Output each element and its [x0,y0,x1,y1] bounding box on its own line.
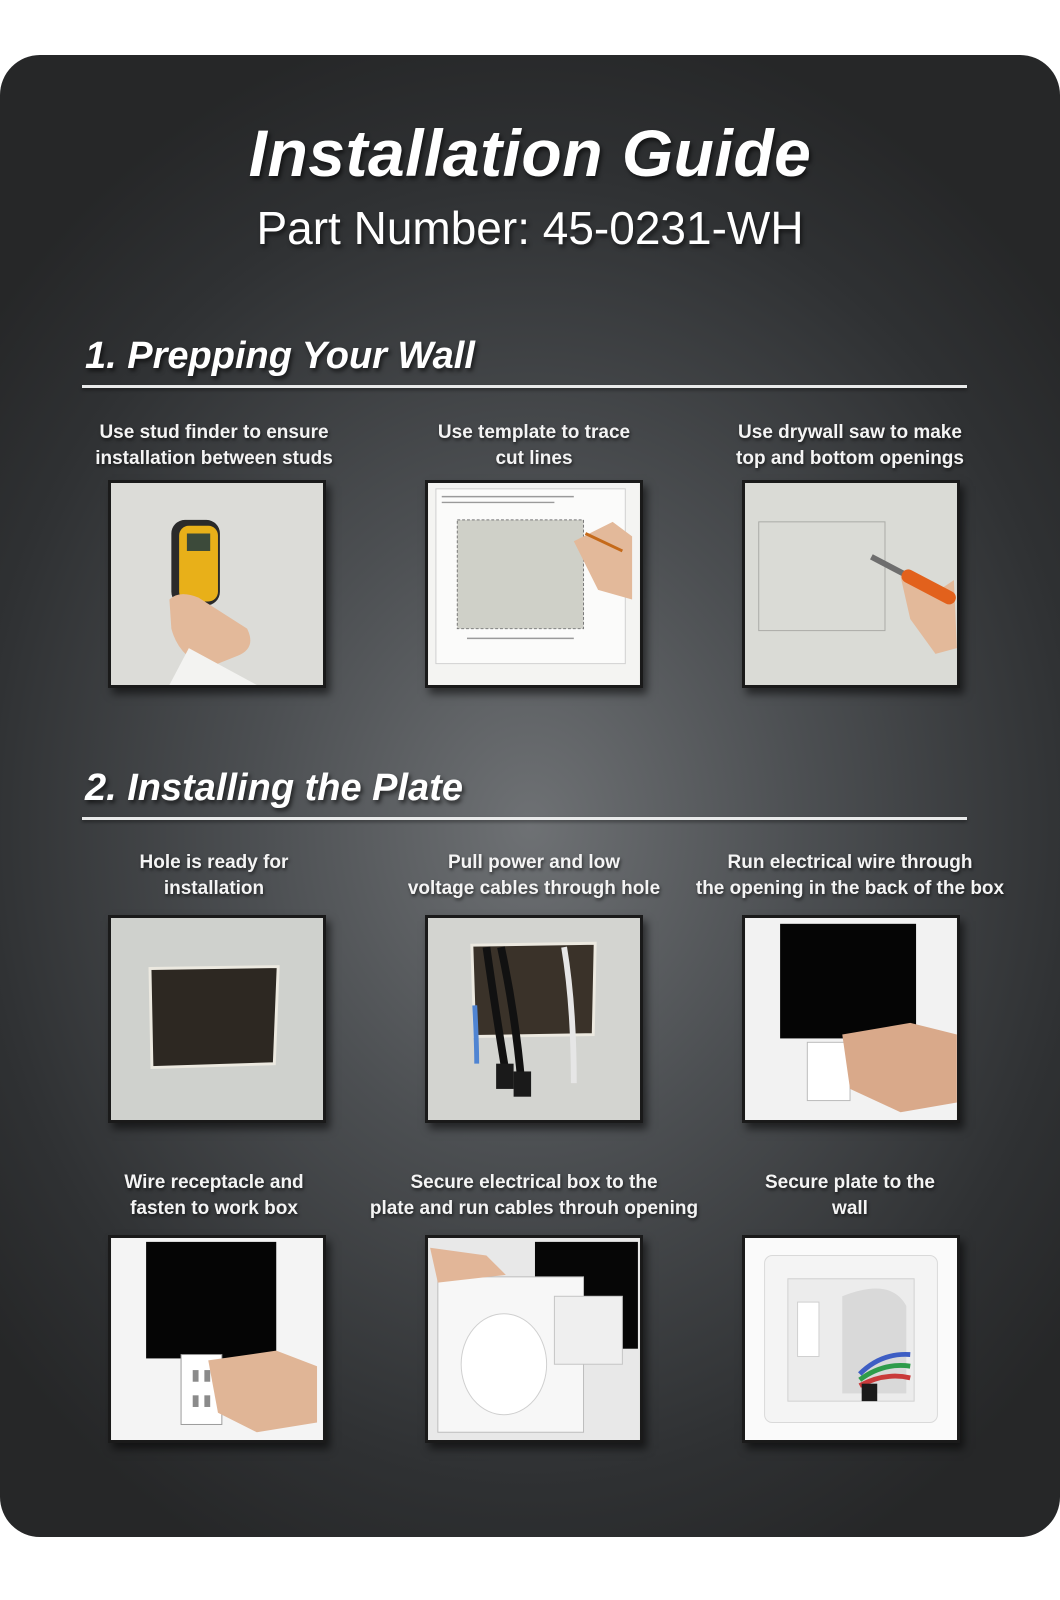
step-caption [672,850,1028,902]
caption-line: Use template to trace [437,422,631,443]
receptacle-photo [108,1235,326,1443]
caption-line: top and bottom openings [736,448,964,469]
step-caption [354,1170,714,1222]
step-caption [374,850,694,902]
step-caption [690,1170,1010,1222]
electrical-box-photo [742,915,960,1123]
step-caption [690,420,1010,472]
step-caption [54,850,374,902]
caption-line: Wire receptacle and [124,1172,304,1193]
guide-title: Installation Guide [248,116,812,190]
caption-line: Pull power and low [447,852,621,873]
caption-line: the opening in the back of the box [695,878,1005,899]
caption-line: wall [832,1198,868,1219]
installation-guide-card [0,55,1060,1537]
caption-line: voltage cables through hole [407,878,661,899]
step-caption [374,420,694,472]
caption-line: fasten to work box [130,1198,298,1219]
section-divider [82,817,967,820]
section-heading-installing: 2. Installing the Plate [85,767,463,809]
stud-finder-photo [108,480,326,688]
step-caption [54,1170,374,1222]
caption-line: Run electrical wire through [727,852,973,873]
wall-hole-photo [108,915,326,1123]
finished-plate-photo [742,1235,960,1443]
caption-line: Secure electrical box to the [410,1172,658,1193]
caption-line: installation between studs [95,448,333,469]
part-number: Part Number: 45-0231-WH [256,202,804,254]
caption-line: Hole is ready for [139,852,289,873]
caption-line: cut lines [495,448,573,469]
template-tracing-photo [425,480,643,688]
section-divider [82,385,967,388]
step-caption [54,420,374,472]
section-heading-prepping: 1. Prepping Your Wall [85,335,475,377]
caption-line: plate and run cables throuh opening [369,1198,699,1219]
drywall-saw-photo [742,480,960,688]
caption-line: Secure plate to the [765,1172,935,1193]
caption-line: installation [163,878,265,899]
cables-through-hole-photo [425,915,643,1123]
plate-assembly-photo [425,1235,643,1443]
caption-line: Use drywall saw to make [738,422,962,443]
caption-line: Use stud finder to ensure [99,422,329,443]
